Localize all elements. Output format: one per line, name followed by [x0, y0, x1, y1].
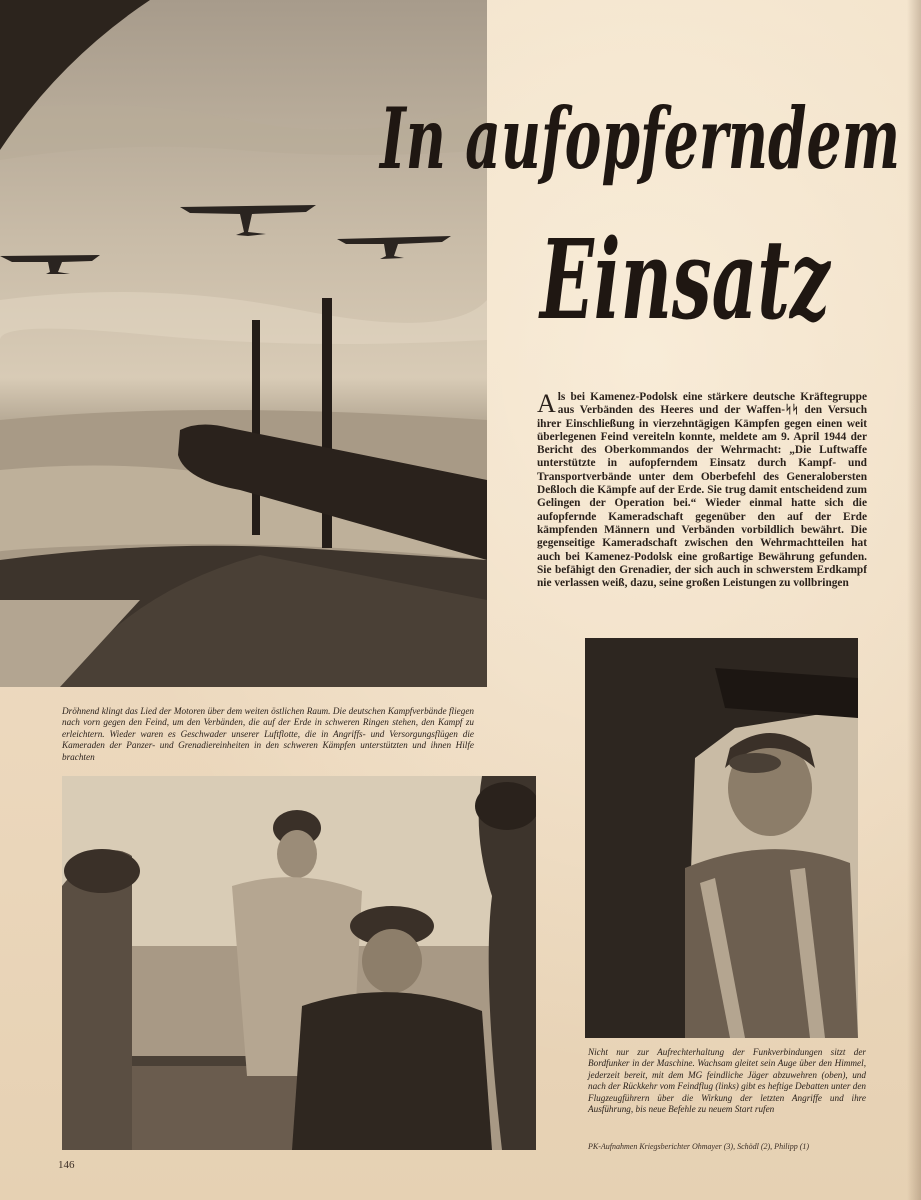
drop-cap: A: [537, 391, 556, 418]
photo-officers-debate: [62, 776, 536, 1150]
title-line-2: Einsatz: [538, 215, 832, 344]
caption-right-photo: Nicht nur zur Aufrechterhaltung der Funkverbindungen sitzt der Bordfunker in der Maschine. Wachsam gleitet sein Auge über den Himmel, jederzeit bereit, mit dem MG feindliche Jäger abzuwehren (oben), und nach der Rückkehr vom Feindflug (links) gibt es heftige Debatten unter den Flugzeugführern über die Wirkung der letzten Angriffe und ihre Ausführung, bis neue Befehle zu neuem Start rufen: [588, 1047, 866, 1115]
title-line-1: In aufopferndem: [378, 89, 900, 188]
article-body: [537, 391, 867, 596]
page-number: 146: [58, 1159, 75, 1171]
caption-top-photo: Dröhnend klingt das Lied der Motoren über dem weiten östlichen Raum. Die deutschen Kampfverbände fliegen nach vorn gegen den Feind, um den Verbänden, die auf der Erde in schweren Ringen stehen, den Kampf zu erleichtern. Wieder waren es Geschwader unserer Luftflotte, die in Angriffs- und Versorgungsflügen die Kameraden der Panzer- und Grenadiereinheiten in den schweren Kämpfen unterstützten und ihnen Hilfe brachten: [62, 706, 474, 762]
photo-radio-operator: [585, 638, 858, 1038]
article-title: [370, 18, 910, 378]
photo-credits: PK-Aufnahmen Kriegsberichter Ohmayer (3), Schödl (2), Philipp (1): [588, 1142, 810, 1151]
article-body-text: ls bei Kamenez-Podolsk eine stärkere deutsche Kräftegruppe aus Verbänden des Heeres und der Waffen-ᛋᛋ den Versuch ihrer Einschließung in vierzehntägigen Kämpfen gegen einen weit überlegenen Feind vereiteln konnte, meldete am 9. April 1944 der Bericht des Oberkommandos der Wehrmacht: „Die Luftwaffe unterstützte in aufopferndem Einsatz durch Kampf- und Transportverbände unter dem Oberbefehl des Generalobersten Deßloch die Kämpfe auf der Erde. Sie trug damit entscheidend zum Gelingen der Operation bei.“ Wieder einmal hatte sich die aufopfernde Kameradschaft gegenüber den auf der Erde kämpfenden Männern und Verbänden vorbildlich bewährt. Die gegenseitige Kameradschaft zwischen den Wehrmachtteilen hat auch bei Kamenez-Podolsk eine großartige Bewährung gefunden. Sie befähigt den Grenadier, der sich auch in schwerstem Erdkampf nie verlassen weiß, dazu, seine großen Leistungen zu vollbringen: [537, 391, 867, 590]
